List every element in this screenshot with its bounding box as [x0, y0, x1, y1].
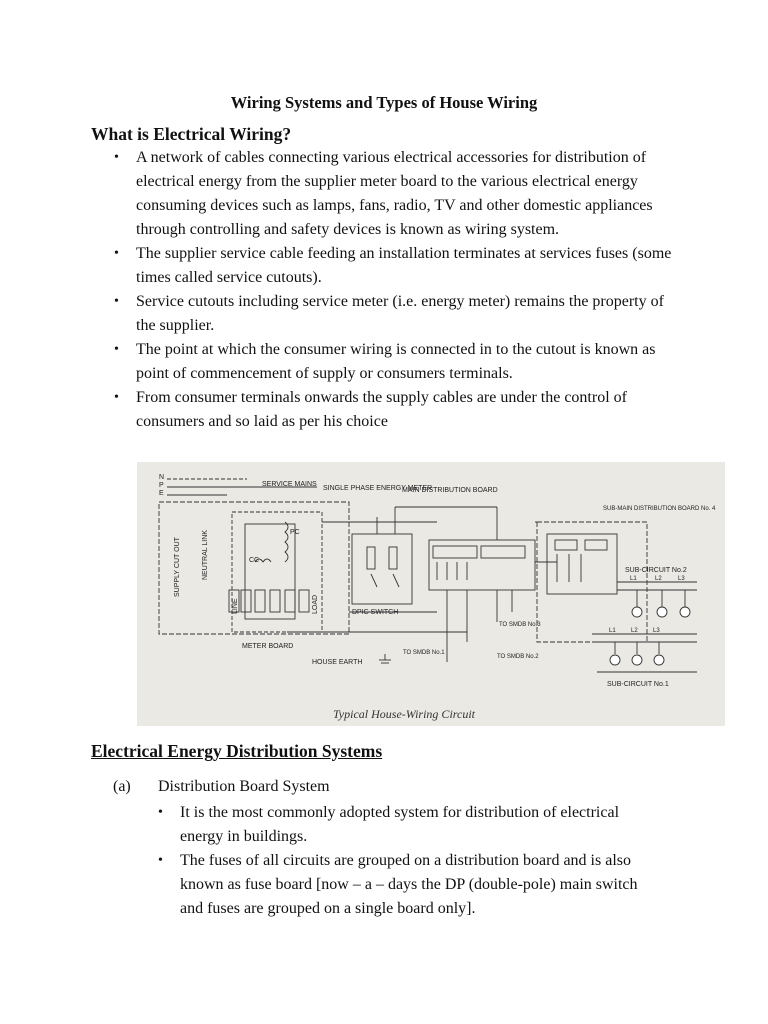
- label-l1-sc1: L1: [609, 628, 616, 634]
- label-neutral-link: NEUTRAL LINK: [202, 530, 209, 580]
- label-e: E: [159, 490, 164, 497]
- bullet-icon: •: [114, 390, 119, 405]
- bullet-text: From consumer terminals onwards the supply cables are under the control of consumers and so laid as per his choice: [136, 389, 627, 430]
- label-l2-sc1: L2: [631, 628, 638, 634]
- label-sub-main-db: SUB-MAIN DISTRIBUTION BOARD No. 4: [603, 506, 716, 512]
- house-wiring-diagram: [137, 462, 725, 726]
- label-energy-meter: SINGLE PHASE ENERGY METER: [323, 485, 433, 492]
- label-p: P: [159, 482, 164, 489]
- bullet-list-wiring: [114, 146, 684, 434]
- bullet-icon: •: [114, 150, 119, 165]
- label-dpic-switch: DPIC SWITCH: [352, 609, 399, 616]
- label-to-smdb-1: TO SMDB No.1: [403, 650, 445, 656]
- label-l1-sc2: L1: [630, 576, 637, 582]
- label-l2-sc2: L2: [655, 576, 662, 582]
- label-to-smdb-2: TO SMDB No.2: [497, 654, 539, 660]
- list-item: [114, 386, 684, 434]
- label-sub-circuit-2: SUB-CIRCUIT No.2: [625, 567, 687, 574]
- label-pc: PC: [290, 529, 300, 536]
- label-main-db: MAIN DISTRIBUTION BOARD: [402, 487, 498, 494]
- bullet-icon: •: [158, 805, 163, 820]
- bullet-text: The supplier service cable feeding an installation terminates at services fuses (some times called service cutouts).: [136, 245, 672, 286]
- bullet-icon: •: [158, 853, 163, 868]
- figure-caption: Typical House-Wiring Circuit: [333, 707, 475, 721]
- section-heading-distribution-systems: Electrical Energy Distribution Systems: [91, 741, 383, 761]
- bullet-text: Service cutouts including service meter (i.e. energy meter) remains the property of the supplier.: [136, 293, 664, 334]
- label-l3-sc1: L3: [653, 628, 660, 634]
- list-item: [158, 801, 660, 849]
- label-supply-cut-out: SUPPLY CUT OUT: [174, 537, 181, 597]
- label-meter-board: METER BOARD: [242, 643, 294, 650]
- bullet-text: The point at which the consumer wiring is connected in to the cutout is known as point of commencement of supply or consumers terminals.: [136, 341, 656, 382]
- label-sub-circuit-1: SUB-CIRCUIT No.1: [607, 681, 669, 688]
- bullet-icon: •: [114, 294, 119, 309]
- bullet-icon: •: [114, 342, 119, 357]
- label-house-earth: HOUSE EARTH: [312, 659, 363, 666]
- label-load: LOAD: [312, 594, 319, 614]
- item-label: (a): [113, 778, 131, 795]
- list-item: [114, 146, 684, 242]
- list-item: [114, 338, 684, 386]
- list-item: [158, 849, 660, 921]
- bullet-text: It is the most commonly adopted system for distribution of electrical energy in buildings.: [180, 804, 620, 845]
- label-l3-sc2: L3: [678, 576, 685, 582]
- label-n: N: [159, 474, 165, 481]
- bullet-icon: •: [114, 246, 119, 261]
- label-cc: CC: [249, 557, 260, 564]
- bullet-list-distribution: [158, 801, 660, 921]
- section-heading-electrical-wiring: What is Electrical Wiring?: [91, 124, 292, 144]
- page-title: Wiring Systems and Types of House Wiring: [230, 93, 538, 112]
- item-text: Distribution Board System: [158, 778, 330, 795]
- label-line: LINE: [232, 598, 239, 614]
- wiring-diagram-svg: [137, 462, 725, 726]
- label-to-smdb-3: TO SMDB No.3: [499, 622, 541, 628]
- label-service-mains: SERVICE MAINS: [262, 481, 317, 488]
- bullet-text: A network of cables connecting various electrical accessories for distribution of electrical energy from the supplier meter board to the various electrical energy consuming devices such as lamps, fans, radio, TV and other domestic appliances through controlling and safety devices is known as wiring system.: [136, 149, 653, 238]
- list-item: [114, 290, 684, 338]
- list-item: [114, 242, 684, 290]
- bullet-text: The fuses of all circuits are grouped on a distribution board and is also known as fuse board [now – a – days the DP (double-pole) main switch and fuses are grouped on a single board only].: [180, 852, 638, 917]
